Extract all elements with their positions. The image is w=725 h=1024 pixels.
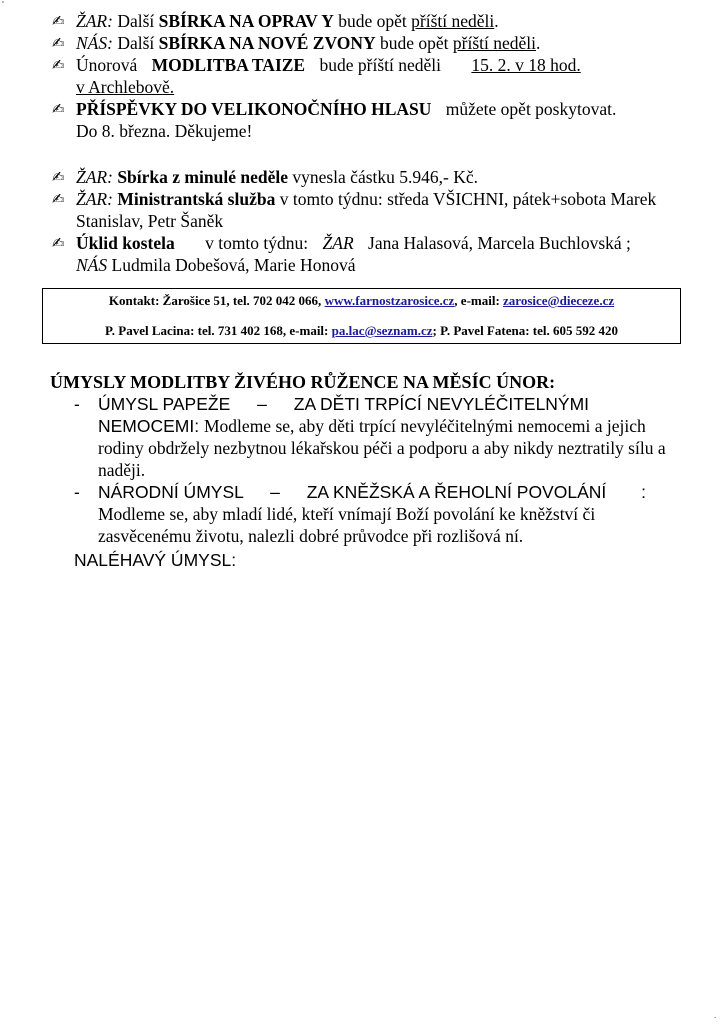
- email-link[interactable]: zarosice@dieceze.cz: [503, 293, 615, 308]
- announcements-list: [52, 10, 677, 142]
- contact-line: Kontakt: Žarošice 51, tel. 702 042 066, www.farnostzarosice.cz, e-mail: zarosice@dieceze.cz: [108, 293, 615, 308]
- writing-hand-icon: ✍: [52, 100, 65, 118]
- announcement-item: ✍ Úklid kostela v tomto týdnu: ŽAR Jana Halasová, Marcela Buchlovská ; NÁS Ludmila Dobešová, Marie Honová: [52, 233, 631, 275]
- announcement-item: ✍ ŽAR: Sbírka z minulé neděle vynesla částku 5.946,- Kč.: [52, 167, 478, 187]
- writing-hand-icon: ✍: [52, 168, 65, 186]
- writing-hand-icon: ✍: [52, 56, 65, 74]
- writing-hand-icon: ✍: [52, 234, 65, 252]
- page-corner-mark: .: [714, 1012, 717, 1020]
- announcement-item: ✍ PŘÍSPĚVKY DO VELIKONOČNÍHO HLASU můžete opět poskytovat. Do 8. března. Děkujeme!: [52, 99, 617, 141]
- contact-box: [42, 288, 681, 344]
- page-corner-mark: ': [2, 0, 4, 8]
- email-link[interactable]: pa.lac@seznam.cz: [331, 323, 433, 338]
- list-dash: -: [74, 394, 80, 414]
- urgent-intention-label: NALÉHAVÝ ÚMYSL:: [74, 550, 237, 570]
- contact-line: P. Pavel Lacina: tel. 731 402 168, e-mail: pa.lac@seznam.cz; P. Pavel Fatena: tel. 605 592 420: [105, 323, 618, 338]
- list-dash: -: [74, 482, 80, 502]
- prayer-intention-item: - ÚMYSL PAPEŽE – ZA DĚTI TRPÍCÍ NEVYLÉČITELNÝMI NEMOCEMI: Modleme se, aby děti trpící nevyléčitelnými nemocemi a jejich rodiny obdržely nezbytnou lékařskou péči a podporu a aby nikdy neztratily sílu a naději.: [74, 394, 666, 480]
- announcement-item: ✍ NÁS: Další SBÍRKA NA NOVÉ ZVONY bude opět příští neděli.: [52, 33, 541, 53]
- prayer-intentions: [50, 371, 690, 571]
- announcement-item: ✍ Únorová MODLITBA TAIZE bude příští neděli 15. 2. v 18 hod. v Archlebově.: [52, 55, 581, 97]
- announcement-item: ✍ ŽAR: Ministrantská služba v tomto týdnu: středa VŠICHNI, pátek+sobota Marek Stanislav, Petr Šaněk: [52, 189, 657, 231]
- prayer-heading: ÚMYSLY MODLITBY ŽIVÉHO RŮŽENCE NA MĚSÍC ÚNOR:: [50, 372, 556, 392]
- announcement-item: ✍ ŽAR: Další SBÍRKA NA OPRAV Y bude opět příští neděli.: [52, 11, 499, 31]
- writing-hand-icon: ✍: [52, 12, 65, 30]
- writing-hand-icon: ✍: [52, 190, 65, 208]
- prayer-intention-item: - NÁRODNÍ ÚMYSL – ZA KNĚŽSKÁ A ŘEHOLNÍ POVOLÁNÍ : Modleme se, aby mladí lidé, kteří vnímají Boží povolání ke kněžství či zasvěcenému životu, nalezli dobré průvodce při rozlišová ní.: [74, 482, 646, 546]
- writing-hand-icon: ✍: [52, 34, 65, 52]
- announcements-list-2: [52, 166, 677, 276]
- website-link[interactable]: www.farnostzarosice.cz: [324, 293, 455, 308]
